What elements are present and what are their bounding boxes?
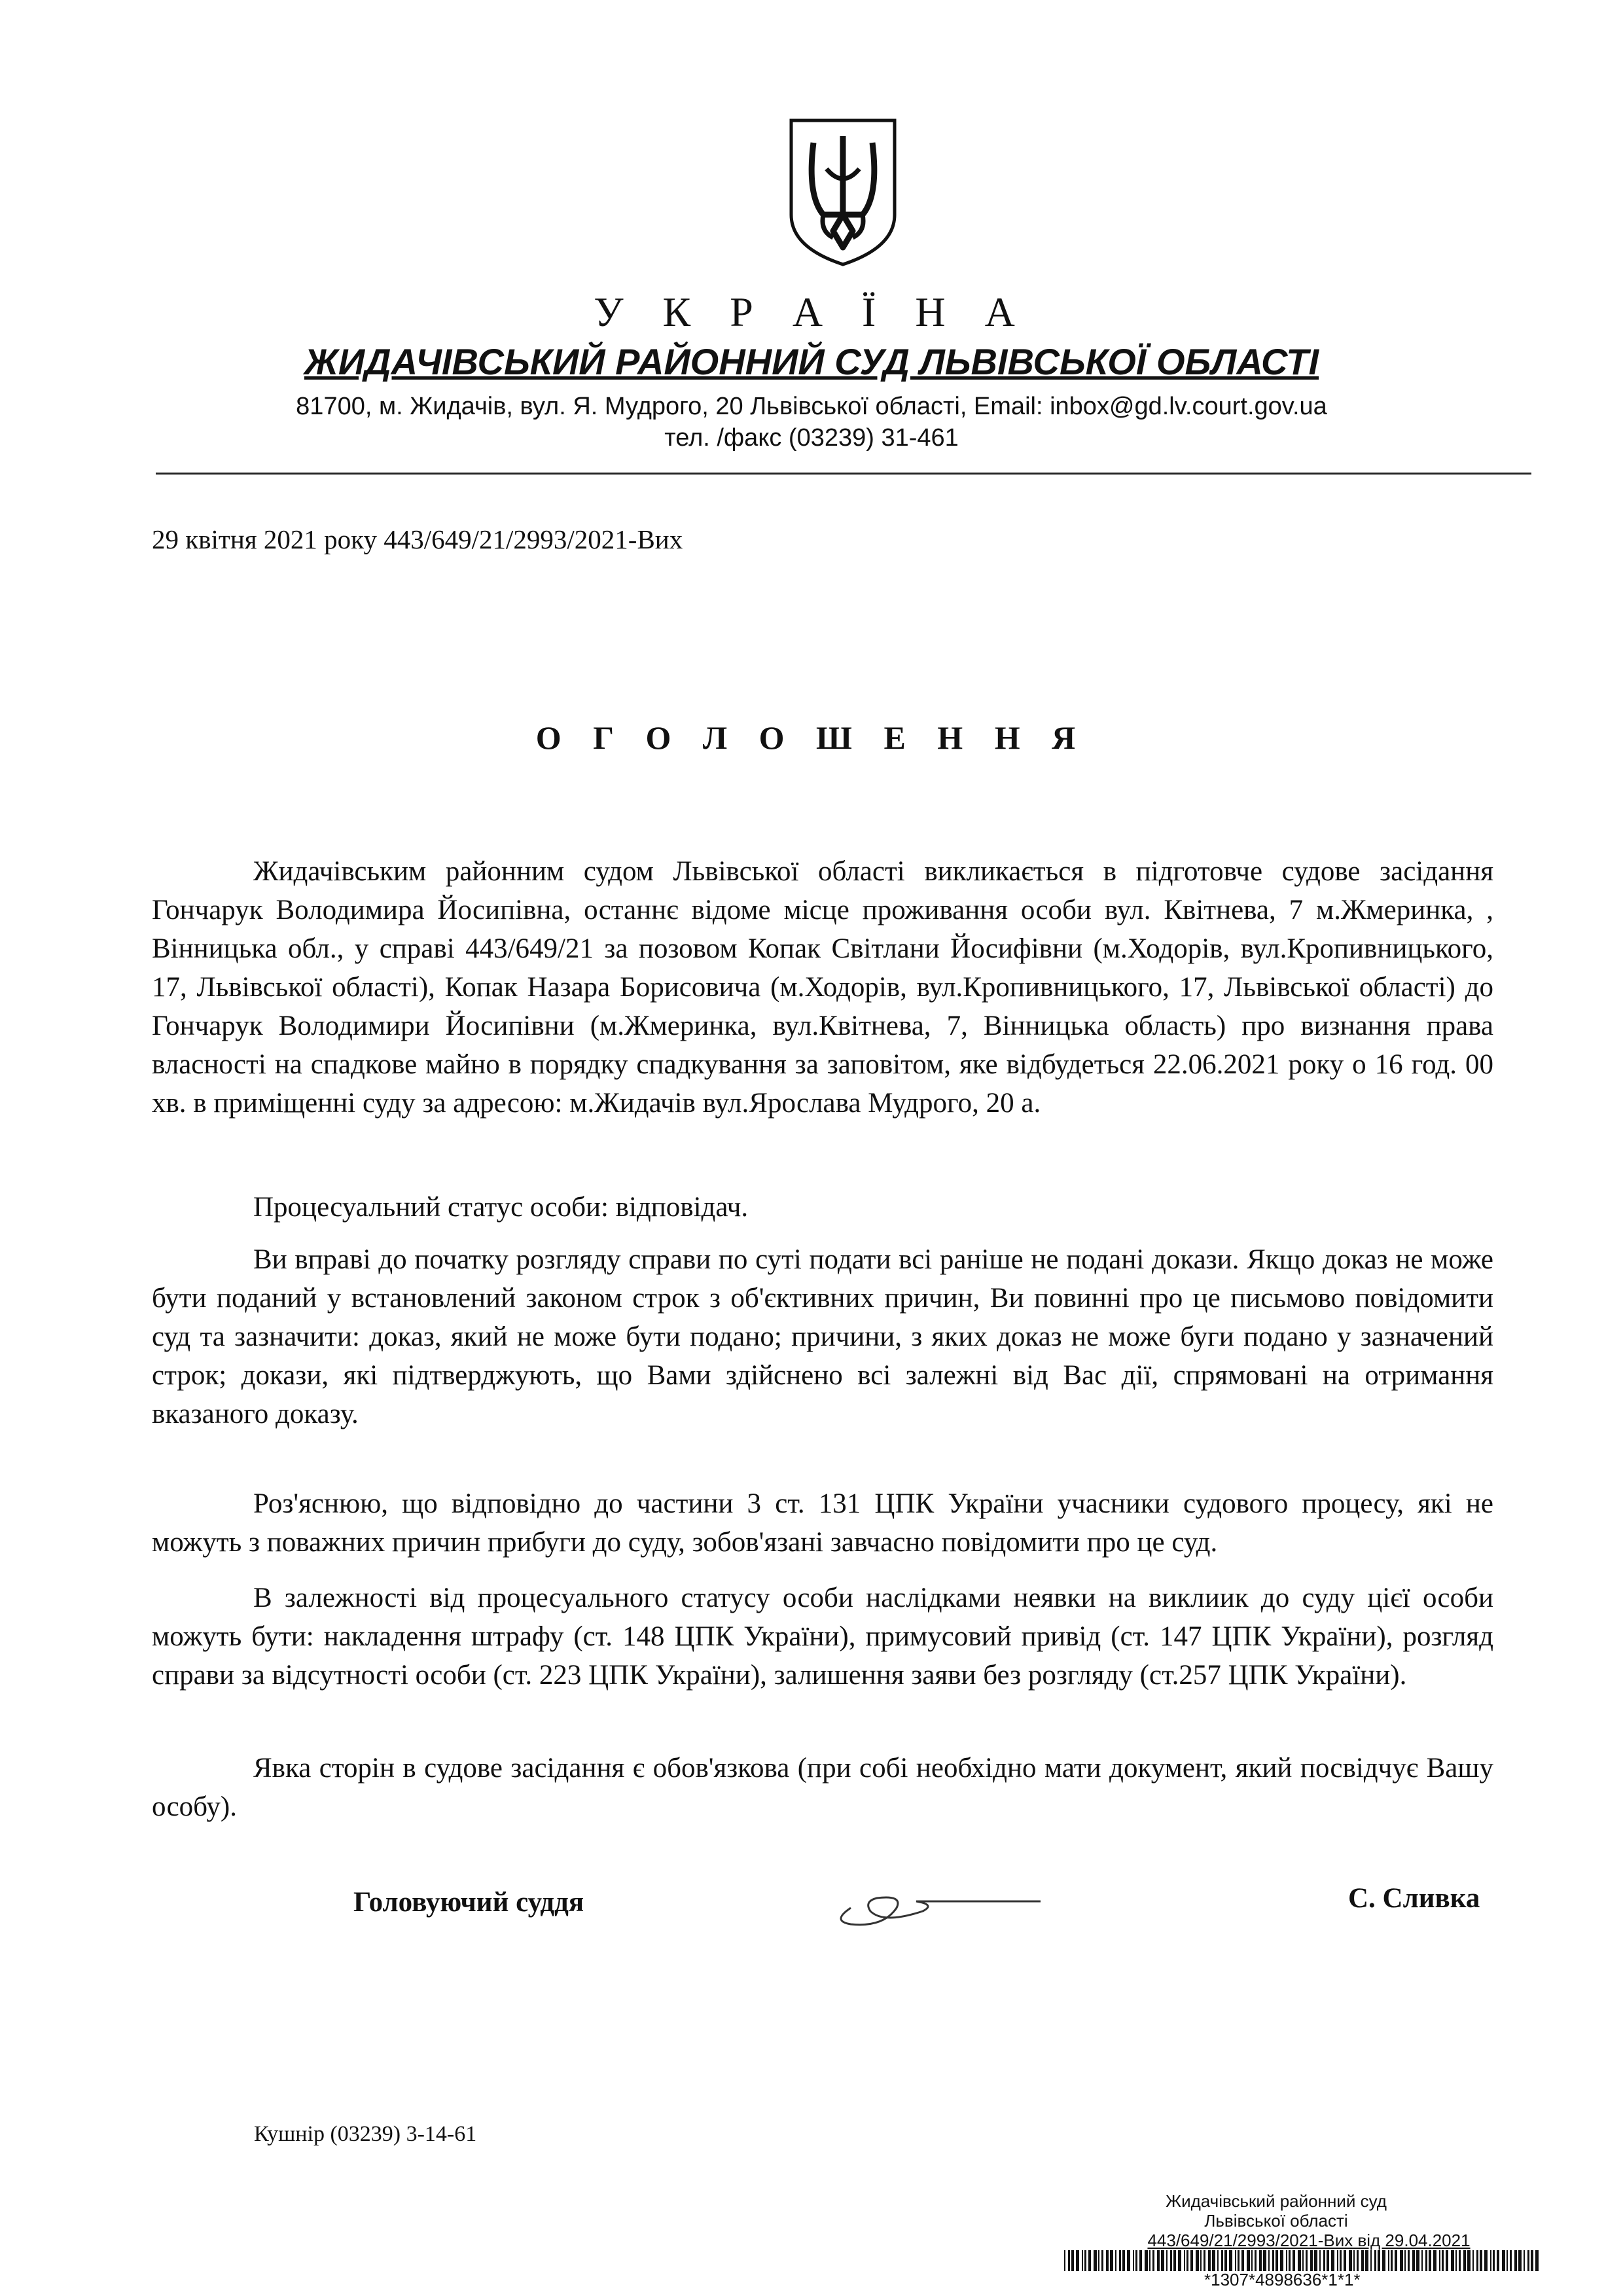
document-title: О Г О Л О Ш Е Н Н Я (535, 719, 1088, 756)
paragraph-attendance (152, 1749, 1493, 1826)
paragraph-status (152, 1188, 1493, 1227)
barcode-text: *1307*4898636*1*1* (1204, 2270, 1361, 2289)
paragraph-consequences (152, 1579, 1493, 1695)
executor-line: Кушнір (03239) 3-14-61 (254, 2122, 477, 2146)
barcode-image (1064, 2250, 1542, 2271)
country-title: У К Р А Ї Н А (594, 289, 1029, 335)
paragraph-text: Жидачівським районним судом Львівської області викликається в підготовче судове засідання Гончарук Володимира Йосипівна, останнє відоме місце проживання особи вул. Квітнева, 7 м.Жмеринка, , Вінницька обл., у справі 443/649/21 за позовом Копак Світлани Йосифівни (м.Ходорів, вул.Кропивницького, 17, Львівської області), Копак Назара Борисовича (м.Ходорів, вул.Кропивницького, 17, Львівської області) до Гончарук Володимири Йосипівни (м.Жмеринка, вул.Квітнева, 7, Вінницька область) про визнання права власності на спадкове майно в порядку спадкування за заповітом, яке відбудеться 22.06.2021 року о 16 год. 00 хв. в приміщенні суду за адресою: м.Жидачів вул.Ярослава Мудрого, 20 а. (152, 856, 1493, 1119)
registration-stamp-court: Жидачівський районний суд (1166, 2191, 1387, 2211)
paragraph-text: Роз'яснюю, що відповідно до частини 3 ст. 131 ЦПК України учасники судового процесу, які не можуть з поважних причин прибуги до суду, зобов'язані завчасно повідомити про це суд. (152, 1488, 1493, 1558)
court-address: 81700, м. Жидачів, вул. Я. Мудрого, 20 Львівської області, Email: inbox@gd.lv.court.gov.ua (296, 393, 1327, 420)
registration-line: 29 квітня 2021 року 443/649/21/2993/2021-Вих (152, 524, 683, 554)
header-divider (156, 473, 1531, 475)
paragraph-summons (152, 852, 1493, 1122)
paragraph-text: Явка сторін в судове засідання є обов'язкова (при собі необхідно мати документ, який посвідчує Вашу особу). (152, 1753, 1493, 1822)
court-name: ЖИДАЧІВСЬКИЙ РАЙОННИЙ СУД ЛЬВІВСЬКОЇ ОБЛАСТІ (304, 341, 1319, 382)
paragraph-text: Процесуальний статус особи: відповідач. (253, 1192, 749, 1223)
court-phone: тел. /факс (03239) 31-461 (664, 424, 959, 452)
signature-image (825, 1872, 1047, 1931)
registration-stamp-number: 443/649/21/2993/2021-Вих від 29.04.2021 (1147, 2231, 1471, 2250)
judge-title: Головуючий суддя (353, 1887, 584, 1918)
paragraph-text: Ви вправі до початку розгляду справи по суті подати всі раніше не подані докази. Якщо доказ не може бути поданий у встановлений законом строк з об'єктивних причин, Ви повинні про це письмово повідомити суд та зазначити: доказ, який не може бути подано; причини, з яких доказ не може буги подано у зазначений строк; докази, які підтверджують, що Вами здійснено всі залежні від Вас дії, спрямовані на отримання вказаного доказу. (152, 1244, 1493, 1429)
paragraph-evidence (152, 1240, 1493, 1433)
registration-stamp-region: Львівської області (1204, 2211, 1348, 2231)
paragraph-text: В залежності від процесуального статусу особи наслідками неявки на виклиик до суду цієї особи можуть бути: накладення штрафу (ст. 148 ЦПК України), примусовий привід (ст. 147 ЦПК України), розгляд справи за відсутності особи (ст. 223 ЦПК України), залишення заяви без розгляду (ст.257 ЦПК України). (152, 1583, 1493, 1691)
judge-name: С. Сливка (1348, 1883, 1480, 1914)
coat-of-arms-icon (787, 117, 899, 268)
paragraph-notice (152, 1484, 1493, 1562)
